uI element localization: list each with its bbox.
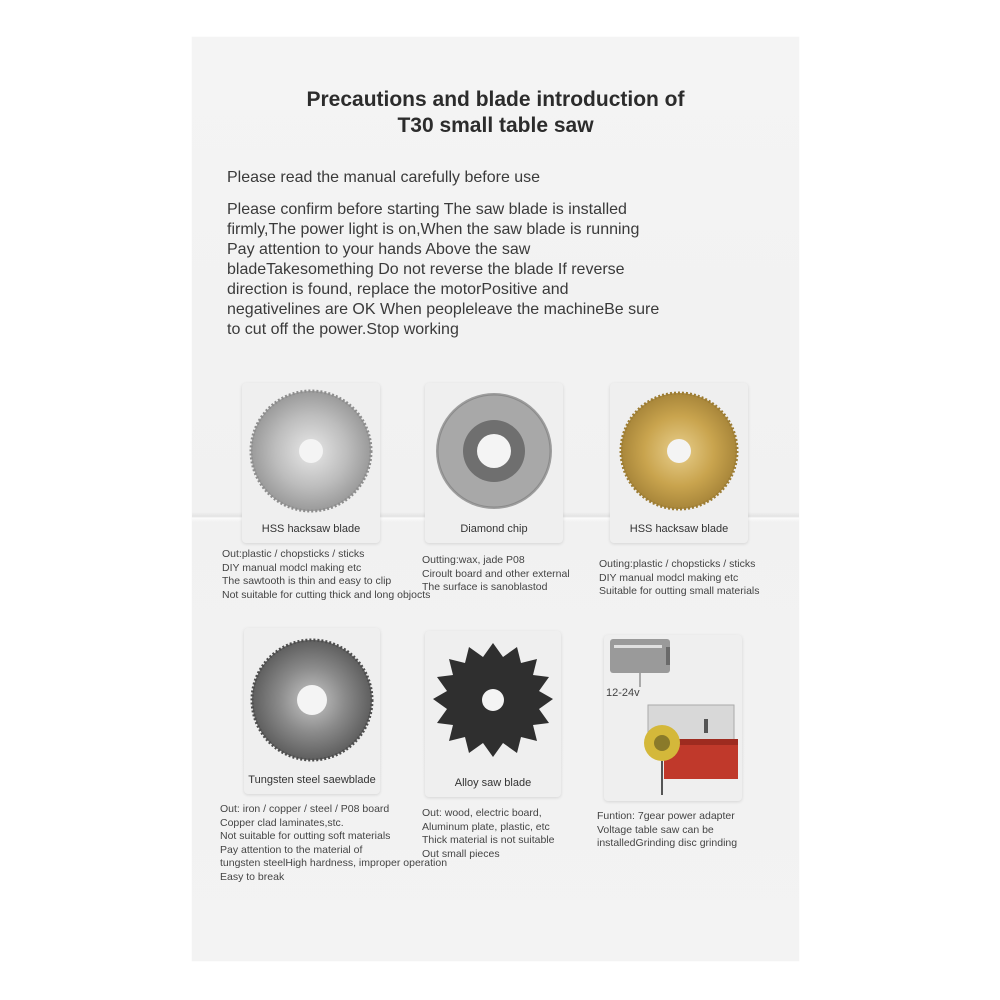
blade-caption: Tungsten steel saewblade [248, 774, 376, 786]
precautions-paragraph [227, 200, 787, 340]
blade-description [422, 554, 570, 595]
desc-line: Aluminum plate, plastic, etc [422, 820, 550, 833]
subtitle: Please read the manual carefully before use [227, 169, 541, 186]
blade-description [422, 807, 554, 861]
paragraph-line: bladeTakesomething Do not reverse the blade If reverse [227, 261, 625, 278]
desc-line: Out: wood, electric board, [422, 807, 542, 819]
table-saw-machine-image [604, 635, 742, 801]
blade-card-hss-silver [242, 383, 380, 543]
title-line-2: T30 small table saw [397, 114, 594, 137]
desc-line: installedGrinding disc grinding [597, 837, 738, 849]
hss-silver-blade-image [242, 383, 380, 523]
paragraph-line: direction is found, replace the motorPositive and [227, 281, 569, 298]
paragraph-line: Please confirm before starting The saw blade is installed [227, 201, 627, 218]
blade-caption: HSS hacksaw blade [629, 523, 729, 535]
paragraph-line: Pay attention to your hands Above the saw [227, 241, 531, 258]
desc-line: Not suitable for outting soft materials [220, 830, 391, 842]
blade-caption: HSS hacksaw blade [261, 523, 361, 535]
desc-line: Voltage table saw can be [597, 823, 714, 836]
desc-line: Funtion: 7gear power adapter [597, 810, 735, 822]
page-title [192, 87, 799, 139]
desc-line: Outing:plastic / chopsticks / sticks [599, 558, 756, 570]
tungsten-blade-image [244, 628, 380, 768]
blade-card-alloy [425, 631, 561, 797]
hss-gold-blade-image [610, 383, 748, 523]
blade-description [597, 810, 737, 851]
desc-line: tungsten steelHigh hardness, improper operation [220, 857, 448, 869]
voltage-label: 12-24v [606, 687, 640, 699]
desc-line: Thick material is not suitable [422, 834, 555, 846]
desc-line: The surface is sanoblastod [422, 581, 548, 593]
diamond-chip-image [425, 383, 563, 523]
blade-description [220, 803, 447, 884]
blade-card-tungsten [244, 628, 380, 794]
desc-line: Outting:wax, jade P08 [422, 554, 525, 566]
title-line-1: Precautions and blade introduction of [306, 88, 685, 111]
blade-card-diamond [425, 383, 563, 543]
desc-line: Suitable for outting small materials [599, 585, 760, 597]
paragraph-line: negativelines are OK When peopleleave the machineBe sure [227, 301, 660, 318]
desc-line: Out:plastic / chopsticks / sticks [222, 548, 365, 560]
desc-line: Out small pieces [422, 847, 500, 860]
desc-line: Copper clad laminates,stc. [220, 816, 344, 829]
paragraph-line: to cut off the power.Stop working [227, 321, 459, 338]
desc-line: DIY manual modcl making etc [599, 571, 739, 584]
blade-caption: Diamond chip [460, 523, 528, 535]
desc-line: Easy to break [220, 870, 285, 883]
table-saw-card [604, 635, 742, 801]
desc-line: Not suitable for cutting thick and long objocts [222, 588, 431, 601]
paragraph-line: firmly,The power light is on,When the saw blade is running [227, 221, 640, 238]
desc-line: The sawtooth is thin and easy to clip [222, 575, 392, 587]
desc-line: Ciroult board and other external [422, 567, 570, 580]
desc-line: Pay attention to the material of [220, 843, 363, 856]
blade-caption: Alloy saw blade [454, 777, 532, 789]
blade-description [599, 558, 760, 599]
blade-description [222, 548, 430, 602]
blade-card-hss-gold [610, 383, 748, 543]
alloy-blade-image [425, 631, 561, 771]
desc-line: DIY manual modcl making etc [222, 561, 362, 574]
desc-line: Out: iron / copper / steel / P08 board [220, 803, 390, 815]
manual-sheet [192, 37, 799, 961]
